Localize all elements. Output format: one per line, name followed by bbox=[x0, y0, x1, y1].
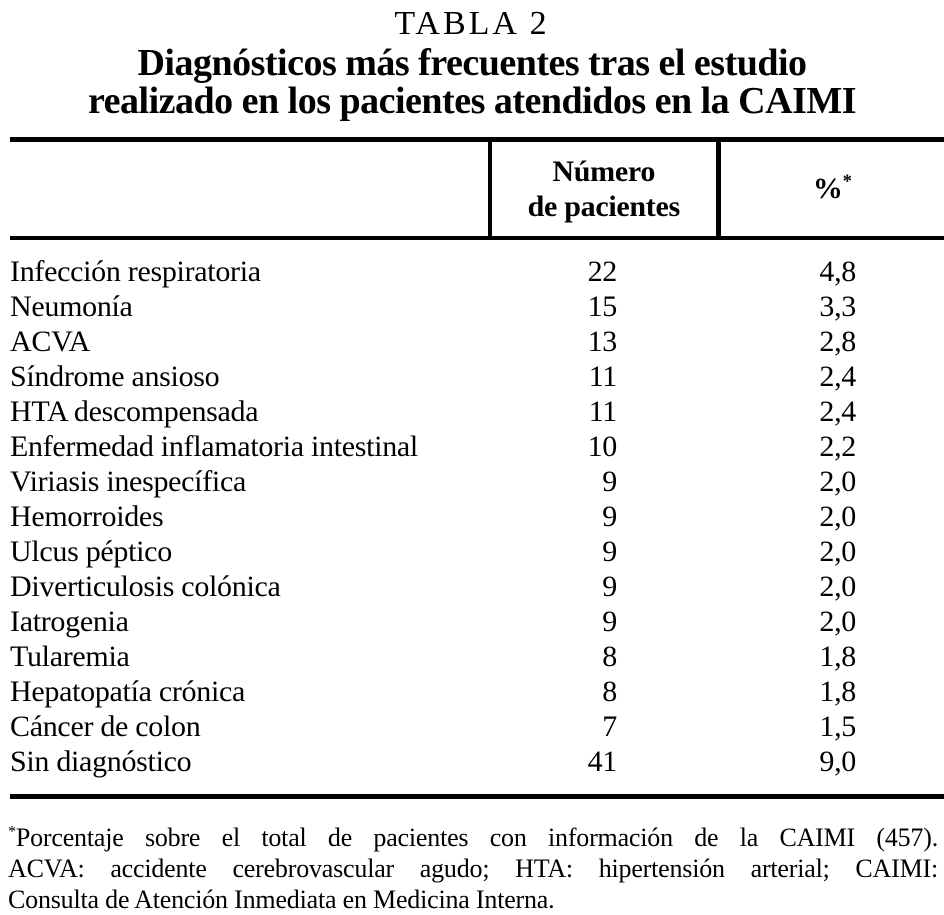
table-row bbox=[10, 429, 944, 464]
percent-cell: 2,4 bbox=[819, 394, 856, 428]
patients-count-cell: 8 bbox=[602, 674, 617, 708]
table-row bbox=[10, 639, 944, 674]
patients-column-header bbox=[490, 140, 718, 238]
patients-header-line2: de pacientes bbox=[527, 189, 680, 223]
percent-cell: 1,8 bbox=[819, 674, 856, 708]
table-row bbox=[10, 324, 944, 359]
table-row bbox=[10, 464, 944, 499]
footnote-line-1 bbox=[8, 822, 938, 853]
patients-count-cell: 7 bbox=[602, 709, 617, 743]
diagnosis-cell: Síndrome ansioso bbox=[10, 359, 220, 393]
table-row bbox=[10, 289, 944, 324]
patients-count-cell: 9 bbox=[602, 569, 617, 603]
scanned-table-page bbox=[0, 5, 944, 915]
table-row bbox=[10, 569, 944, 604]
patients-count-cell: 9 bbox=[602, 464, 617, 498]
diagnosis-cell: Iatrogenia bbox=[10, 604, 129, 638]
diagnosis-cell: Diverticulosis colónica bbox=[10, 569, 281, 603]
table-row bbox=[10, 359, 944, 394]
percent-cell: 2,0 bbox=[819, 604, 856, 638]
table-title bbox=[0, 44, 944, 120]
table-row bbox=[10, 394, 944, 429]
percent-cell: 1,8 bbox=[819, 639, 856, 673]
footnote-line-1-text: Porcentaje sobre el total de pacientes con información de la CAIMI (457). bbox=[15, 822, 938, 852]
table-row bbox=[10, 238, 944, 289]
diagnosis-cell: Cáncer de colon bbox=[10, 709, 201, 743]
diagnosis-cell: Sin diagnóstico bbox=[10, 744, 192, 778]
percent-cell: 2,2 bbox=[819, 429, 856, 463]
percent-footnote-asterisk: * bbox=[842, 171, 852, 193]
patients-count-cell: 22 bbox=[587, 254, 617, 288]
percent-cell: 4,8 bbox=[819, 254, 856, 288]
diagnosis-cell: Enfermedad inflamatoria intestinal bbox=[10, 429, 418, 463]
diagnosis-cell: Neumonía bbox=[10, 289, 133, 323]
patients-count-cell: 11 bbox=[588, 359, 617, 393]
header-row bbox=[10, 140, 944, 238]
percent-symbol: % bbox=[812, 172, 843, 206]
patients-count-cell: 9 bbox=[602, 604, 617, 638]
table-row bbox=[10, 534, 944, 569]
patients-count-cell: 11 bbox=[588, 394, 617, 428]
patients-count-cell: 10 bbox=[587, 429, 617, 463]
table-header bbox=[10, 140, 944, 238]
table-row bbox=[10, 674, 944, 709]
percent-cell: 2,0 bbox=[819, 499, 856, 533]
table-row bbox=[10, 499, 944, 534]
patients-count-cell: 9 bbox=[602, 499, 617, 533]
diagnoses-table bbox=[10, 137, 944, 799]
percent-cell: 2,0 bbox=[819, 464, 856, 498]
diagnosis-cell: HTA descompensada bbox=[10, 394, 259, 428]
diagnosis-cell: ACVA bbox=[10, 324, 90, 358]
table-row bbox=[10, 709, 944, 744]
percent-cell: 9,0 bbox=[819, 744, 856, 778]
patients-count-cell: 15 bbox=[587, 289, 617, 323]
patients-count-cell: 41 bbox=[587, 744, 617, 778]
percent-column-header bbox=[718, 140, 944, 238]
diagnosis-cell: Infección respiratoria bbox=[10, 254, 261, 288]
diagnosis-column-header bbox=[10, 140, 490, 238]
table-title-line2: realizado en los pacientes atendidos en la CAIMI bbox=[87, 80, 857, 122]
percent-cell: 2,0 bbox=[819, 534, 856, 568]
patients-count-cell: 8 bbox=[602, 639, 617, 673]
table-footnote bbox=[8, 822, 938, 915]
footnote-asterisk: * bbox=[8, 822, 16, 840]
diagnosis-cell: Hemorroides bbox=[10, 499, 164, 533]
diagnosis-cell: Tularemia bbox=[10, 639, 130, 673]
table-row bbox=[10, 604, 944, 639]
percent-cell: 2,0 bbox=[819, 569, 856, 603]
table-title-line1: Diagnósticos más frecuentes tras el estudio bbox=[137, 42, 807, 84]
footnote-line-2: ACVA: accidente cerebrovascular agudo; HTA: hipertensión arterial; CAIMI: bbox=[8, 853, 938, 883]
patients-count-cell: 13 bbox=[587, 324, 617, 358]
patients-header-line1: Número bbox=[552, 154, 656, 188]
percent-cell: 1,5 bbox=[819, 709, 856, 743]
table-body bbox=[10, 238, 944, 797]
table-row bbox=[10, 744, 944, 797]
patients-count-cell: 9 bbox=[602, 534, 617, 568]
diagnosis-cell: Hepatopatía crónica bbox=[10, 674, 246, 708]
percent-cell: 3,3 bbox=[819, 289, 856, 323]
table-number-label: TABLA 2 bbox=[394, 5, 550, 42]
footnote-line-3: Consulta de Atención Inmediata en Medicina Interna. bbox=[8, 884, 555, 914]
percent-cell: 2,4 bbox=[819, 359, 856, 393]
diagnosis-cell: Ulcus péptico bbox=[10, 534, 172, 568]
diagnosis-cell: Viriasis inespecífica bbox=[10, 464, 246, 498]
percent-cell: 2,8 bbox=[819, 324, 856, 358]
